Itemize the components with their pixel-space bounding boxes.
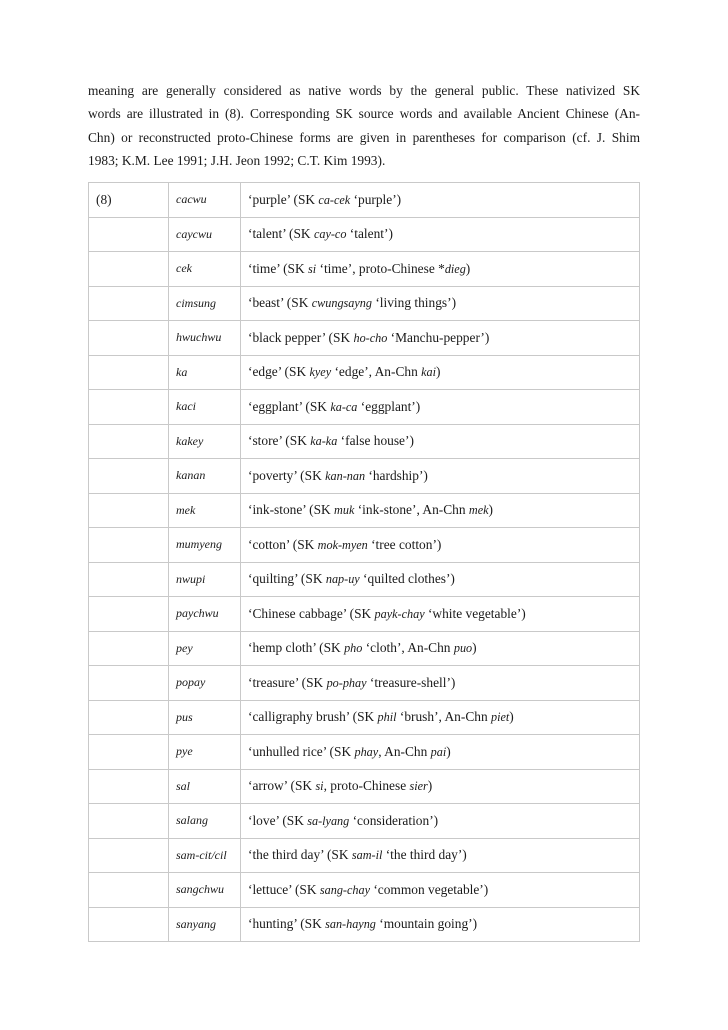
gloss-text: ‘black pepper’ (SK (248, 329, 354, 345)
gloss-text: ‘cloth’, An-Chn (362, 640, 454, 656)
sk-form: payk-chay (374, 606, 425, 621)
gloss-text: , proto-Chinese (323, 778, 410, 794)
gloss-cell (241, 390, 640, 425)
gloss-text: ‘treasure-shell’) (366, 674, 456, 690)
paragraph-line: Chn) or reconstructed proto-Chinese forms are given in parentheses for comparison (cf. J. Shim (88, 129, 640, 145)
gloss-cell (241, 873, 640, 908)
table-row (89, 355, 640, 390)
gloss-cell (241, 562, 640, 597)
gloss-cell (241, 804, 640, 839)
gloss-text: ‘purple’) (350, 191, 402, 207)
gloss-text: ‘store’ (SK (248, 433, 311, 449)
sk-form: puo (453, 641, 473, 656)
sk-form: kyey (309, 365, 332, 380)
gloss-cell (241, 838, 640, 873)
sk-form: pai (430, 744, 447, 759)
gloss-cell (241, 355, 640, 390)
korean-word-cell: kaci (169, 390, 241, 425)
table-row (89, 528, 640, 563)
gloss-text: ) (509, 709, 514, 725)
gloss-text: ‘living things’) (371, 295, 457, 311)
korean-word-cell: pey (169, 631, 241, 666)
korean-word-cell: nwupi (169, 562, 241, 597)
gloss-text: ) (446, 743, 451, 759)
example-number-cell (89, 907, 169, 942)
sk-form: po-phay (326, 675, 367, 690)
gloss-text: ‘false house’) (337, 433, 414, 449)
example-number-cell (89, 252, 169, 287)
example-number-cell (89, 769, 169, 804)
gloss-cell (241, 666, 640, 701)
table-row (89, 562, 640, 597)
sk-form: kai (421, 365, 437, 380)
korean-word-cell: mumyeng (169, 528, 241, 563)
gloss-cell (241, 183, 640, 218)
example-number-cell (89, 528, 169, 563)
table-row (89, 424, 640, 459)
table-row (89, 735, 640, 770)
gloss-text: ) (488, 502, 494, 518)
sk-form: pho (344, 641, 363, 656)
gloss-text: ) (465, 260, 471, 276)
gloss-text: ‘brush’, An-Chn (396, 709, 491, 725)
gloss-text: ‘talent’ (SK (248, 226, 314, 242)
example-number-cell: (8) (89, 183, 169, 218)
gloss-text: ‘the third day’) (382, 847, 467, 863)
example-number-cell (89, 390, 169, 425)
body-paragraph (88, 79, 640, 173)
gloss-cell (241, 735, 640, 770)
korean-word-cell: cimsung (169, 286, 241, 321)
sk-form: phil (377, 710, 397, 725)
gloss-text: ‘unhulled rice’ (SK (248, 743, 355, 759)
sk-form: si (308, 261, 317, 276)
korean-word-cell: paychwu (169, 597, 241, 632)
sk-form: mok-myen (317, 537, 368, 552)
gloss-cell (241, 424, 640, 459)
korean-word-cell: cek (169, 252, 241, 287)
sk-form: ho-cho (353, 330, 388, 345)
table-row (89, 873, 640, 908)
example-number-cell (89, 562, 169, 597)
korean-word-cell: salang (169, 804, 241, 839)
table-row (89, 804, 640, 839)
gloss-text: ‘lettuce’ (SK (248, 881, 320, 897)
korean-word-cell: caycwu (169, 217, 241, 252)
gloss-text: ‘arrow’ (SK (248, 778, 316, 794)
sk-form: kan-nan (325, 468, 366, 483)
gloss-text: ‘quilting’ (SK (248, 571, 326, 587)
gloss-cell (241, 597, 640, 632)
example-number-cell (89, 217, 169, 252)
table-row (89, 217, 640, 252)
gloss-text: ‘poverty’ (SK (248, 467, 326, 483)
example-number-cell (89, 321, 169, 356)
example-number-cell (89, 873, 169, 908)
gloss-text: ‘white vegetable’) (424, 605, 526, 621)
example-number-cell (89, 700, 169, 735)
paragraph-line: words are illustrated in (8). Corresponding SK source words and available Ancient Chinese (An- (88, 106, 640, 122)
gloss-cell (241, 252, 640, 287)
gloss-text: ) (427, 778, 433, 794)
table-row (89, 700, 640, 735)
table-row (89, 666, 640, 701)
paragraph-line: 1983; K.M. Lee 1991; J.H. Jeon 1992; C.T. Kim 1993). (88, 153, 386, 169)
example-number-cell (89, 631, 169, 666)
gloss-text: ‘common vegetable’) (369, 881, 489, 897)
gloss-text: ‘beast’ (SK (248, 295, 312, 311)
sk-form: sa-lyang (307, 813, 350, 828)
korean-word-cell: kanan (169, 459, 241, 494)
sk-form: sang-chay (319, 882, 370, 897)
sk-form: cwungsayng (311, 296, 372, 311)
table-row (89, 252, 640, 287)
gloss-cell (241, 528, 640, 563)
gloss-text: ‘purple’ (SK (248, 191, 319, 207)
example-number-cell (89, 666, 169, 701)
korean-word-cell: pye (169, 735, 241, 770)
gloss-text: ‘consideration’) (349, 812, 439, 828)
table-row (89, 838, 640, 873)
sk-form: ka-ka (310, 434, 338, 449)
gloss-text: ‘calligraphy brush’ (SK (248, 709, 378, 725)
korean-word-cell: sanyang (169, 907, 241, 942)
paragraph-line: meaning are generally considered as native words by the general public. These nativized SK (88, 83, 640, 98)
gloss-text: ‘Manchu-pepper’) (387, 329, 490, 345)
gloss-cell (241, 459, 640, 494)
example-number-cell (89, 804, 169, 839)
gloss-text: ) (436, 364, 441, 380)
korean-word-cell: sal (169, 769, 241, 804)
table-row (89, 769, 640, 804)
gloss-cell (241, 769, 640, 804)
sk-form: nap-uy (325, 572, 360, 587)
gloss-text: ‘hardship’) (365, 467, 428, 483)
table-row (89, 183, 640, 218)
korean-word-cell: mek (169, 493, 241, 528)
korean-word-cell: kakey (169, 424, 241, 459)
sk-form: sier (409, 779, 428, 794)
sk-form: muk (334, 503, 355, 518)
example-number-cell (89, 597, 169, 632)
korean-word-cell: sam-cit/cil (169, 838, 241, 873)
gloss-text: ‘eggplant’) (357, 398, 421, 414)
sk-form: sam-il (351, 848, 383, 863)
sk-form: phay (354, 744, 379, 759)
korean-word-cell: popay (169, 666, 241, 701)
gloss-cell (241, 700, 640, 735)
table-row (89, 597, 640, 632)
gloss-cell (241, 321, 640, 356)
table-row (89, 459, 640, 494)
table-row (89, 907, 640, 942)
example-number-cell (89, 493, 169, 528)
sk-form: si (315, 779, 324, 794)
example-number-cell (89, 355, 169, 390)
sk-form: ka-ca (330, 399, 358, 414)
gloss-text: ‘the third day’ (SK (248, 847, 352, 863)
table-row (89, 631, 640, 666)
gloss-text: ‘love’ (SK (248, 812, 308, 828)
sk-form: san-hayng (325, 917, 376, 932)
gloss-text: ‘tree cotton’) (367, 536, 442, 552)
gloss-text: ‘talent’) (346, 226, 393, 242)
gloss-text: ‘eggplant’ (SK (248, 398, 331, 414)
gloss-text: ‘cotton’ (SK (248, 536, 318, 552)
korean-word-cell: sangchwu (169, 873, 241, 908)
korean-word-cell: ka (169, 355, 241, 390)
table-row (89, 321, 640, 356)
gloss-text: ‘treasure’ (SK (248, 674, 327, 690)
korean-word-cell: pus (169, 700, 241, 735)
sk-form: dieg (444, 261, 466, 276)
korean-word-cell: cacwu (169, 183, 241, 218)
table-row (89, 390, 640, 425)
gloss-text: ‘ink-stone’ (SK (248, 502, 335, 518)
gloss-text: ) (472, 640, 477, 656)
gloss-cell (241, 631, 640, 666)
sk-form: cay-co (313, 227, 347, 242)
gloss-text: ‘ink-stone’, An-Chn (354, 502, 469, 518)
gloss-text: ‘time’, proto-Chinese * (316, 260, 445, 276)
sk-form: piet (491, 710, 510, 725)
example-number-cell (89, 459, 169, 494)
example-number-cell (89, 735, 169, 770)
gloss-cell (241, 907, 640, 942)
table-row (89, 286, 640, 321)
gloss-cell (241, 286, 640, 321)
korean-word-cell: hwuchwu (169, 321, 241, 356)
gloss-text: ‘Chinese cabbage’ (SK (248, 605, 375, 621)
gloss-cell (241, 493, 640, 528)
gloss-text: ‘hemp cloth’ (SK (248, 640, 345, 656)
table-row (89, 493, 640, 528)
gloss-text: , An-Chn (378, 743, 431, 759)
gloss-text: ‘quilted clothes’) (359, 571, 455, 587)
gloss-text: ‘edge’, An-Chn (331, 364, 422, 380)
example-number-cell (89, 286, 169, 321)
gloss-cell (241, 217, 640, 252)
sk-form: ca-cek (318, 192, 351, 207)
example-number-cell (89, 424, 169, 459)
gloss-text: ‘hunting’ (SK (248, 916, 326, 932)
example-table (88, 182, 640, 942)
sk-form: mek (468, 503, 489, 518)
gloss-text: ‘mountain going’) (375, 916, 478, 932)
example-number-cell (89, 838, 169, 873)
gloss-text: ‘time’ (SK (248, 260, 308, 276)
gloss-text: ‘edge’ (SK (248, 364, 310, 380)
